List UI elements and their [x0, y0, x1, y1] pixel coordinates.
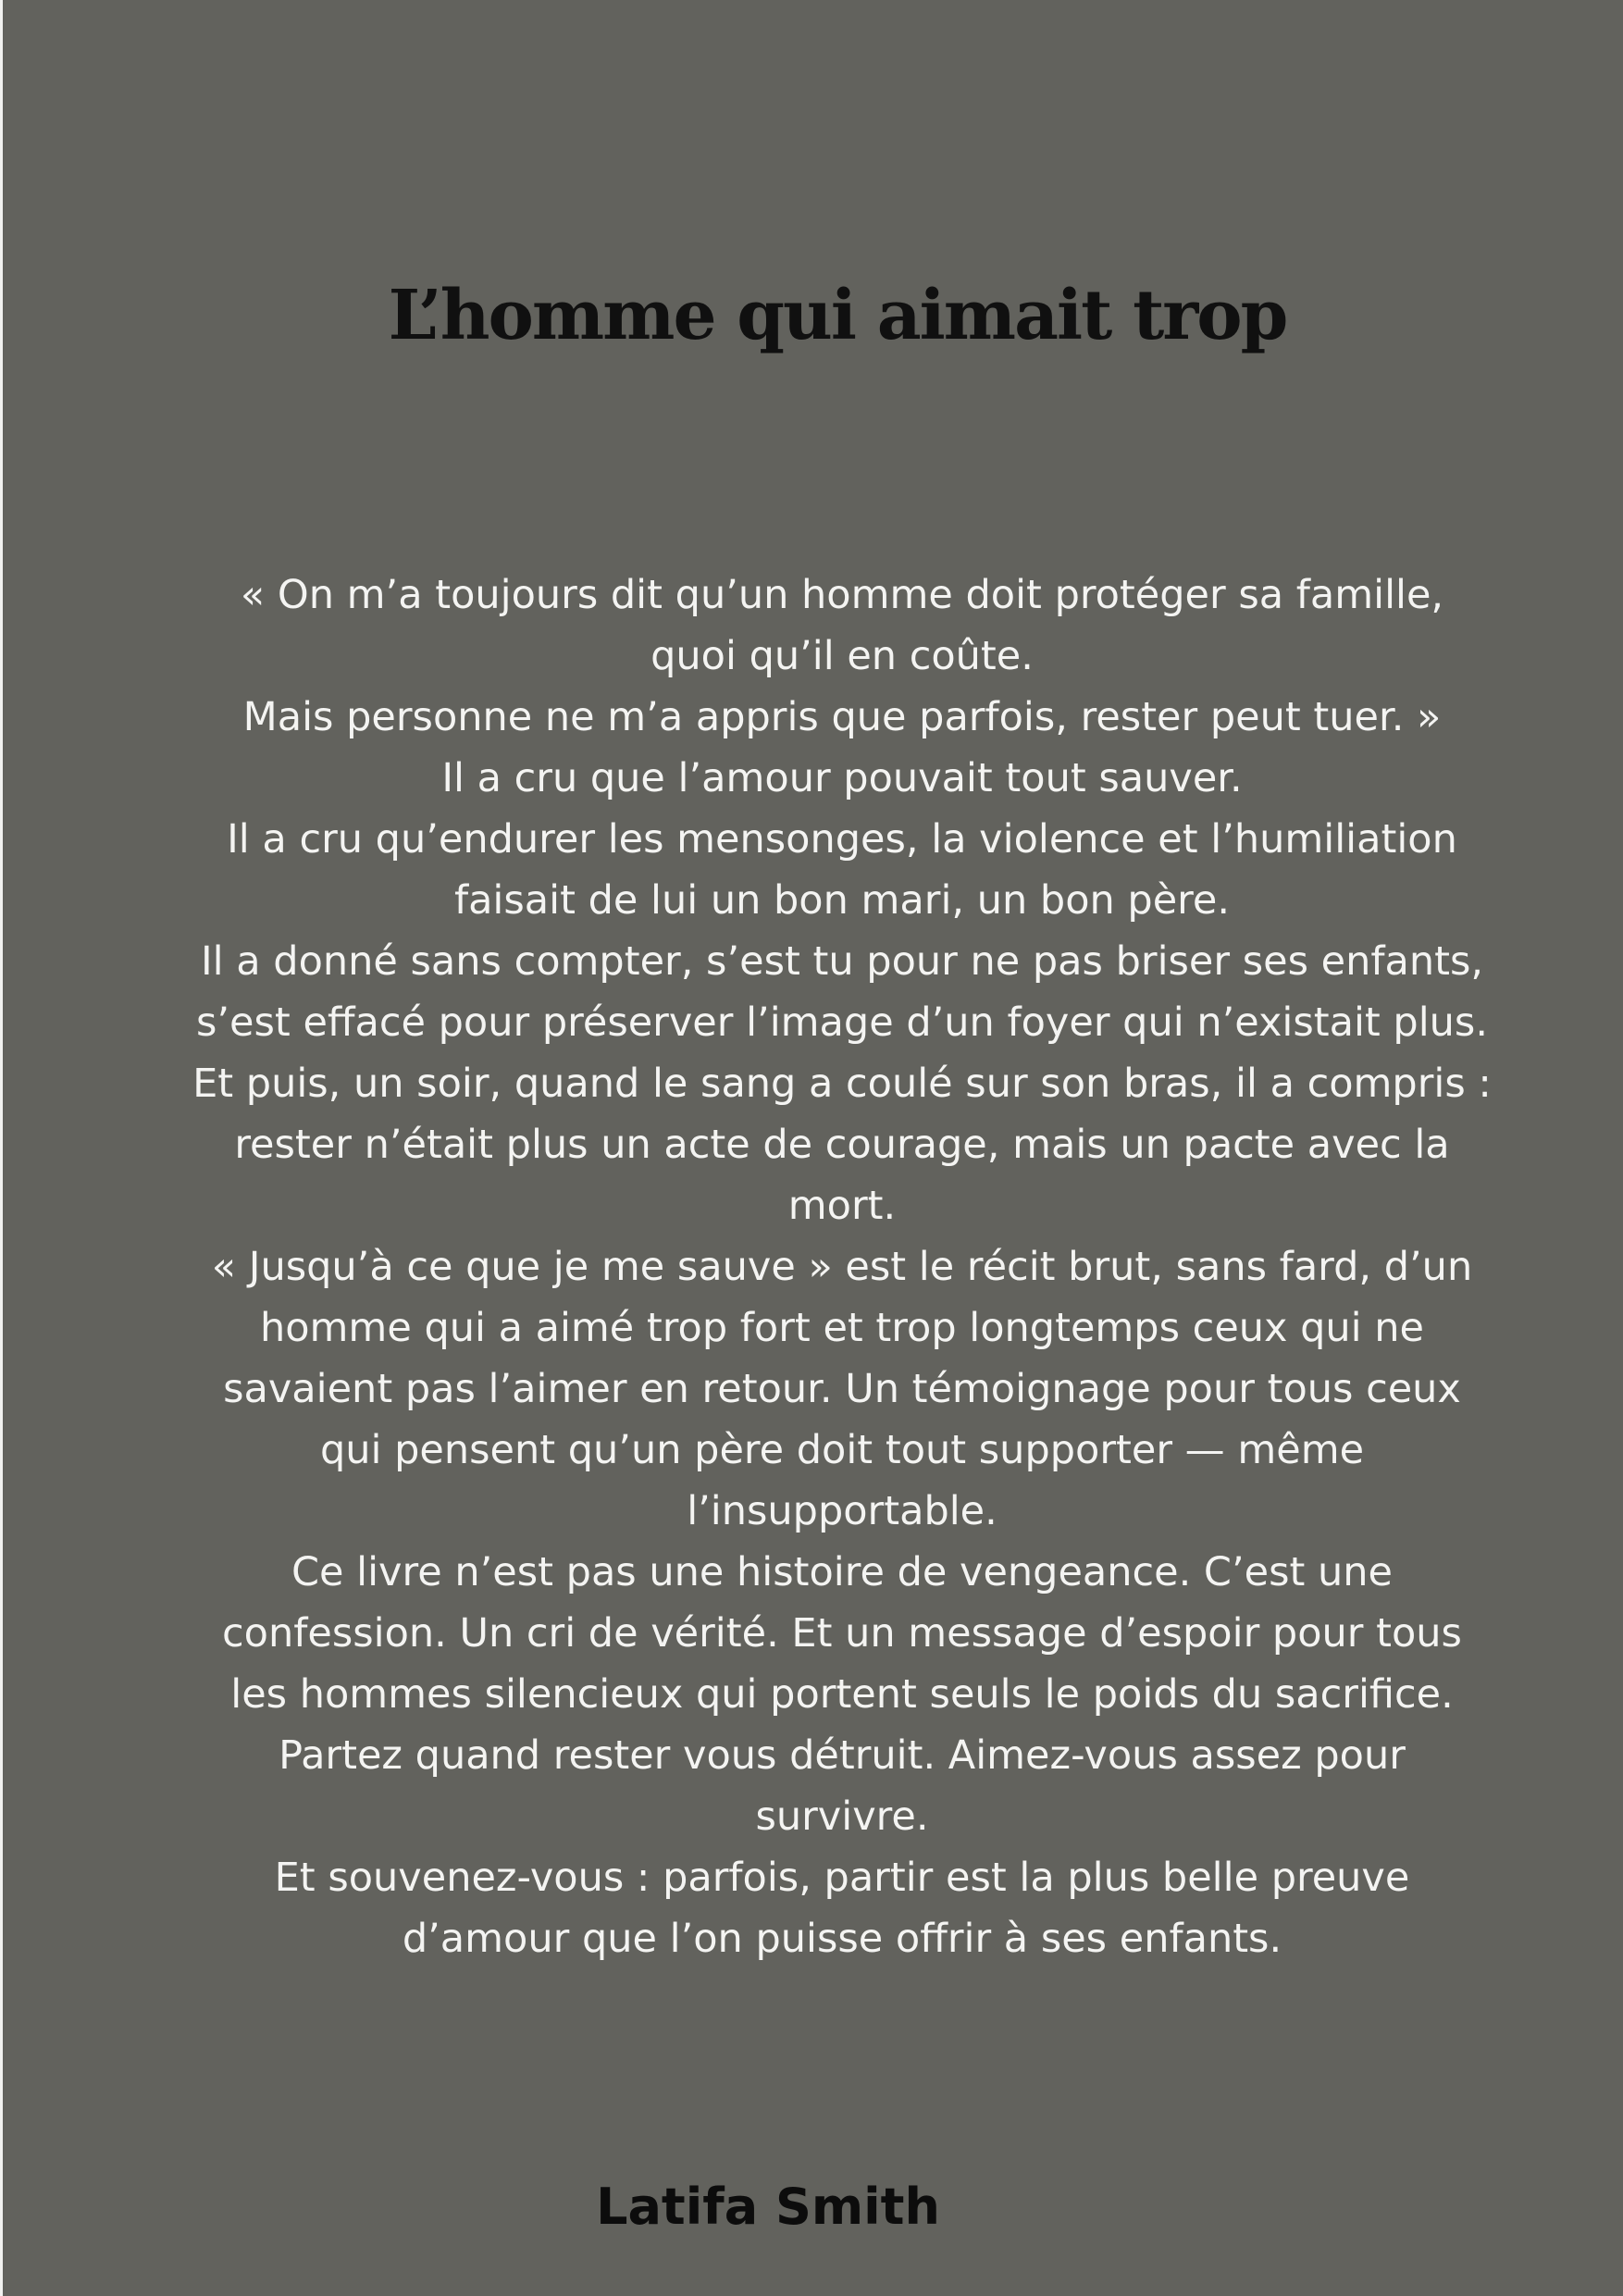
blurb-line: confession. Un cri de vérité. Et un message d’espoir pour tous	[222, 1610, 1462, 1657]
blurb-line: d’amour que l’on puisse offrir à ses enfants.	[402, 1916, 1282, 1962]
blurb-line: « Jusqu’à ce que je me sauve » est le récit brut, sans fard, d’un	[211, 1244, 1473, 1290]
blurb-line: survivre.	[755, 1793, 929, 1840]
blurb-line: « On m’a toujours dit qu’un homme doit protéger sa famille,	[240, 572, 1444, 618]
blurb-line: s’est effacé pour préserver l’image d’un foyer qui n’existait plus.	[195, 999, 1488, 1046]
blurb-line: mort.	[787, 1183, 897, 1229]
blurb-line: l’insupportable.	[687, 1488, 997, 1534]
blurb-line: Il a donné sans compter, s’est tu pour ne pas briser ses enfants,	[200, 938, 1484, 985]
author-name: Latifa Smith	[596, 2178, 940, 2236]
blurb-line: Ce livre n’est pas une histoire de vengeance. C’est une	[291, 1549, 1393, 1595]
blurb-line: Et puis, un soir, quand le sang a coulé sur son bras, il a compris :	[192, 1061, 1492, 1107]
blurb-line: quoi qu’il en coûte.	[650, 633, 1034, 679]
back-cover-blurb	[185, 565, 1499, 1969]
blurb-line: homme qui a aimé trop fort et trop longtemps ceux qui ne	[259, 1305, 1425, 1351]
blurb-line: Partez quand rester vous détruit. Aimez-vous assez pour	[279, 1732, 1406, 1779]
blurb-line: les hommes silencieux qui portent seuls le poids du sacrifice.	[230, 1671, 1454, 1718]
blurb-line: Il a cru que l’amour pouvait tout sauver.	[441, 755, 1243, 801]
blurb-line: faisait de lui un bon mari, un bon père.	[453, 877, 1231, 924]
blurb-line: Il a cru qu’endurer les mensonges, la violence et l’humiliation	[227, 816, 1457, 863]
blurb-line: Mais personne ne m’a appris que parfois, rester peut tuer. »	[242, 694, 1442, 740]
blurb-line: rester n’était plus un acte de courage, mais un pacte avec la	[234, 1122, 1450, 1168]
blurb-line: savaient pas l’aimer en retour. Un témoignage pour tous ceux	[223, 1366, 1461, 1412]
blurb-line: qui pensent qu’un père doit tout supporter — même	[319, 1427, 1365, 1473]
blurb-line: Et souvenez-vous : parfois, partir est la plus belle preuve	[274, 1855, 1410, 1901]
book-title: L’homme qui aimait trop	[388, 276, 1287, 355]
